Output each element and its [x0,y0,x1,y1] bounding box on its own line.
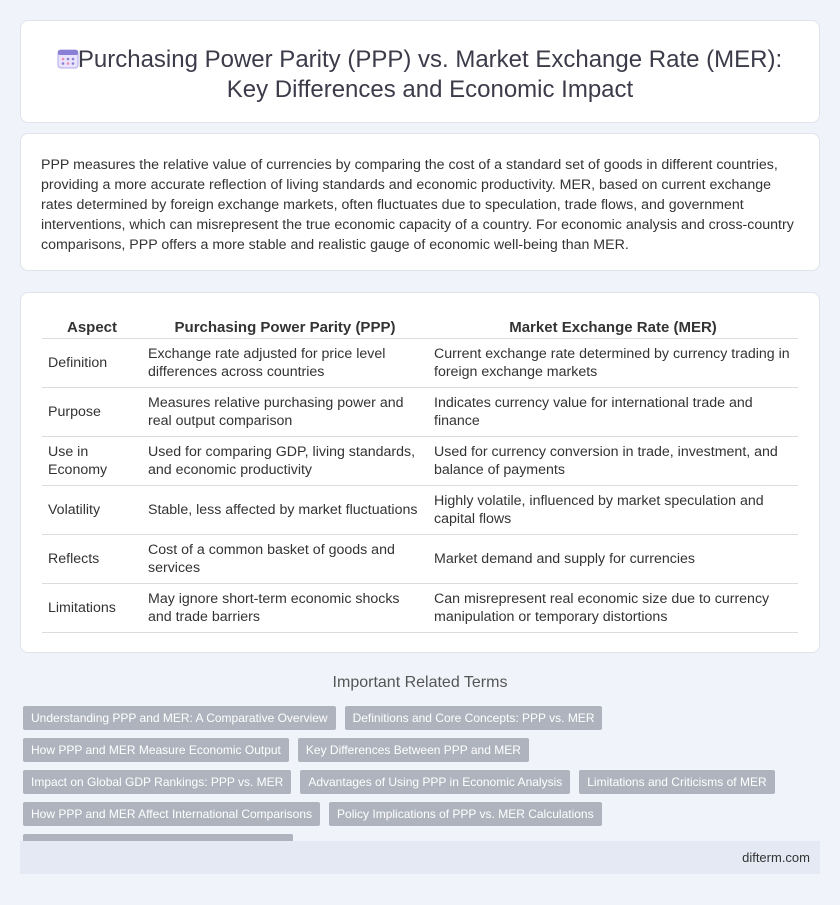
row-aspect: Reflects [42,534,142,583]
related-terms-list [23,706,803,858]
related-term-tag[interactable]: Policy Implications of PPP vs. MER Calculations [329,802,602,826]
related-term-tag[interactable]: How PPP and MER Affect International Comparisons [23,802,320,826]
row-aspect: Definition [42,338,142,387]
row-mer: Current exchange rate determined by currency trading in foreign exchange markets [428,338,798,387]
row-ppp: Stable, less affected by market fluctuations [142,485,428,534]
page-title-line-2: Key Differences and Economic Impact [226,76,634,103]
table-row [42,583,798,632]
comparison-table-card [20,292,820,653]
row-ppp: Cost of a common basket of goods and services [142,534,428,583]
row-mer: Indicates currency value for international trade and finance [428,387,798,436]
row-ppp: Used for comparing GDP, living standards, and economic productivity [142,436,428,485]
intro-card [20,133,820,271]
header-aspect: Aspect [42,313,142,338]
row-mer: Used for currency conversion in trade, investment, and balance of payments [428,436,798,485]
table-header-row [42,313,798,338]
row-aspect: Limitations [42,583,142,632]
row-mer: Market demand and supply for currencies [428,534,798,583]
table-row [42,436,798,485]
row-ppp: May ignore short-term economic shocks and trade barriers [142,583,428,632]
row-aspect: Purpose [42,387,142,436]
page-title [21,45,819,105]
header-mer: Market Exchange Rate (MER) [428,313,798,338]
related-term-tag[interactable]: Advantages of Using PPP in Economic Analysis [300,770,570,794]
related-term-tag[interactable]: Limitations and Criticisms of MER [579,770,774,794]
table-row [42,485,798,534]
row-mer: Can misrepresent real economic size due to currency manipulation or temporary distortions [428,583,798,632]
row-ppp: Exchange rate adjusted for price level differences across countries [142,338,428,387]
table-row [42,534,798,583]
related-term-tag[interactable]: Definitions and Core Concepts: PPP vs. MER [345,706,603,730]
related-term-tag[interactable]: How PPP and MER Measure Economic Output [23,738,289,762]
site-link[interactable]: difterm.com [742,850,810,865]
comparison-table [42,313,798,633]
intro-paragraph: PPP measures the relative value of currencies by comparing the cost of a standard set of goods in different countries, providing a more accurate reflection of living standards and economic productivity. MER, based on current exchange rates determined by foreign exchange markets, often fluctuates due to speculation, trade flows, and government interventions, which can misrepresent the true economic capacity of a country. For economic analysis and cross-country comparisons, PPP offers a more stable and realistic gauge of economic well-being than MER. [41,157,794,253]
row-mer: Highly volatile, influenced by market speculation and capital flows [428,485,798,534]
related-term-tag[interactable]: Key Differences Between PPP and MER [298,738,529,762]
table-row [42,338,798,387]
page-title-line-1: Purchasing Power Parity (PPP) vs. Market Exchange Rate (MER): [77,46,783,73]
table-row [42,387,798,436]
title-card [20,20,820,123]
header-ppp: Purchasing Power Parity (PPP) [142,313,428,338]
footer [20,841,820,874]
row-ppp: Measures relative purchasing power and real output comparison [142,387,428,436]
related-terms-heading: Important Related Terms [332,674,508,691]
row-aspect: Volatility [42,485,142,534]
related-term-tag[interactable]: Impact on Global GDP Rankings: PPP vs. MER [23,770,291,794]
row-aspect: Use in Economy [42,436,142,485]
related-term-tag[interactable]: Understanding PPP and MER: A Comparative Overview [23,706,336,730]
